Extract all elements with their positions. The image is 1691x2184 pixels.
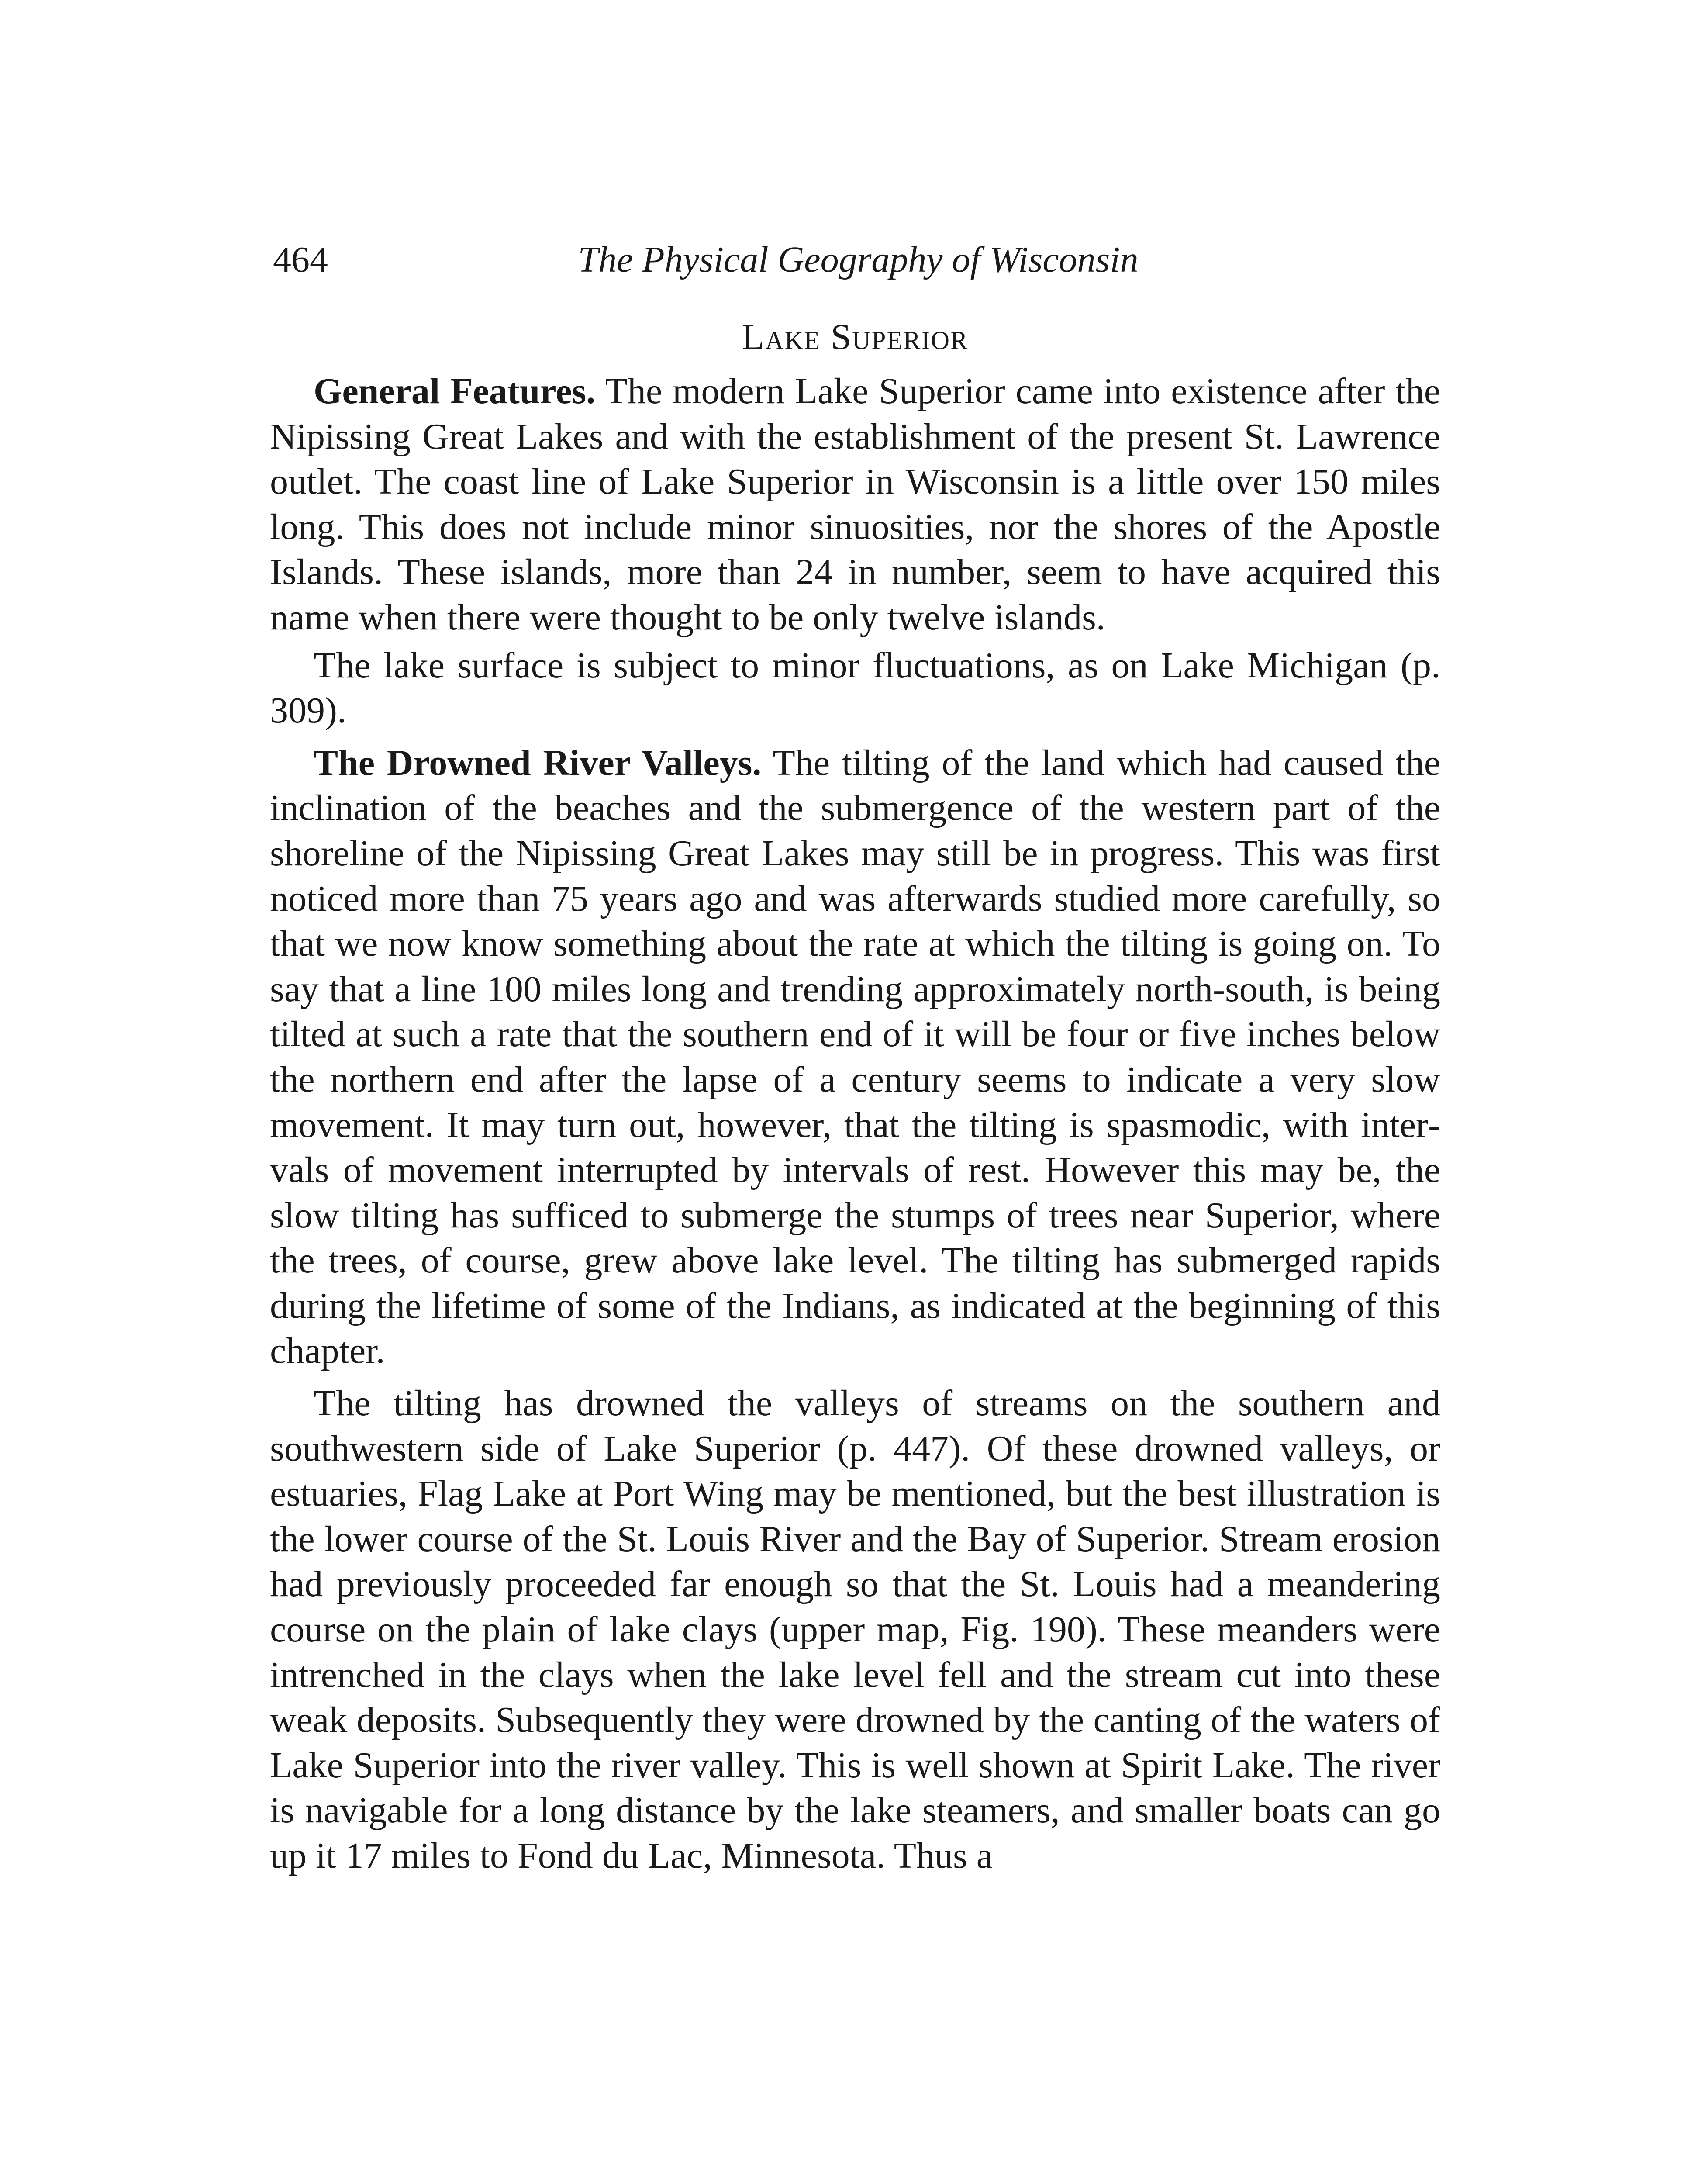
paragraph-text: The lake surface is subject to minor fluctuations, as on Lake Michigan (p. 309).: [270, 645, 1440, 731]
running-title: The Physical Geography of Wisconsin: [578, 239, 1139, 280]
paragraph-tilting-drowned-valleys: [270, 1381, 1440, 1879]
page-number: 464: [273, 239, 328, 280]
body-text: [270, 314, 1440, 1881]
run-in-heading: The Drowned River Valleys.: [314, 742, 762, 783]
paragraph-text: The tilting of the land which had caused the inclination of the beaches and the submergence of the western part of the shoreline of the Nipissing Great Lakes may still be in progress. This was first noticed more than 75 years ago and was afterwards studied more carefully, so that we now know something about the rate at which the tilting is going on. To say that a line 100 miles long and trending approximately north-south, is being tilted at such a rate that the southern end of it will be four or five inches below the northern end after the lapse of a century seems to indicate a very slow movement. It may turn out, however, that the tilting is spasmodic, with intervals of movement interrupted by intervals of rest. However this may be, the slow tilting has sufficed to submerge the stumps of trees near Superior, where the trees, of course, grew above lake level. The tilting has submerged rapids during the lifetime of some of the Indians, as indicated at the beginning of this chapter.: [270, 742, 1440, 1372]
paragraph-text: The modern Lake Superior came into existence after the Nipissing Great Lakes and with the establishment of the present St. Lawrence outlet. The coast line of Lake Superior in Wisconsin is a little over 150 miles long. This does not include minor sinuosities, nor the shores of the Apostle Islands. These islands, more than 24 in number, seem to have acquired this name when there were thought to be only twelve islands.: [270, 371, 1440, 638]
running-head: [273, 232, 1443, 288]
section-heading: Lake Superior: [742, 317, 969, 357]
paragraph-general-features: [270, 369, 1440, 640]
paragraph-drowned-river-valleys: [270, 740, 1440, 1374]
run-in-heading: General Features.: [314, 371, 596, 411]
paragraph-lake-surface: [270, 643, 1440, 733]
paragraph-text: The tilting has drowned the valleys of streams on the southern and southwestern side of Lake Superior (p. 447). Of these drowned valleys, or estuaries, Flag Lake at Port Wing may be mentioned, but the best illustration is the lower course of the St. Louis River and the Bay of Superior. Stream erosion had previously proceeded far enough so that the St. Louis had a meandering course on the plain of lake clays (upper map, Fig. 190). These meanders were intrenched in the clays when the lake level fell and the stream cut into these weak deposits. Subsequently they were drowned by the canting of the waters of Lake Superior into the river valley. This is well shown at Spirit Lake. The river is navigable for a long distance by the lake steamers, and smaller boats can go up it 17 miles to Fond du Lac, Minnesota. Thus a: [270, 1383, 1440, 1876]
